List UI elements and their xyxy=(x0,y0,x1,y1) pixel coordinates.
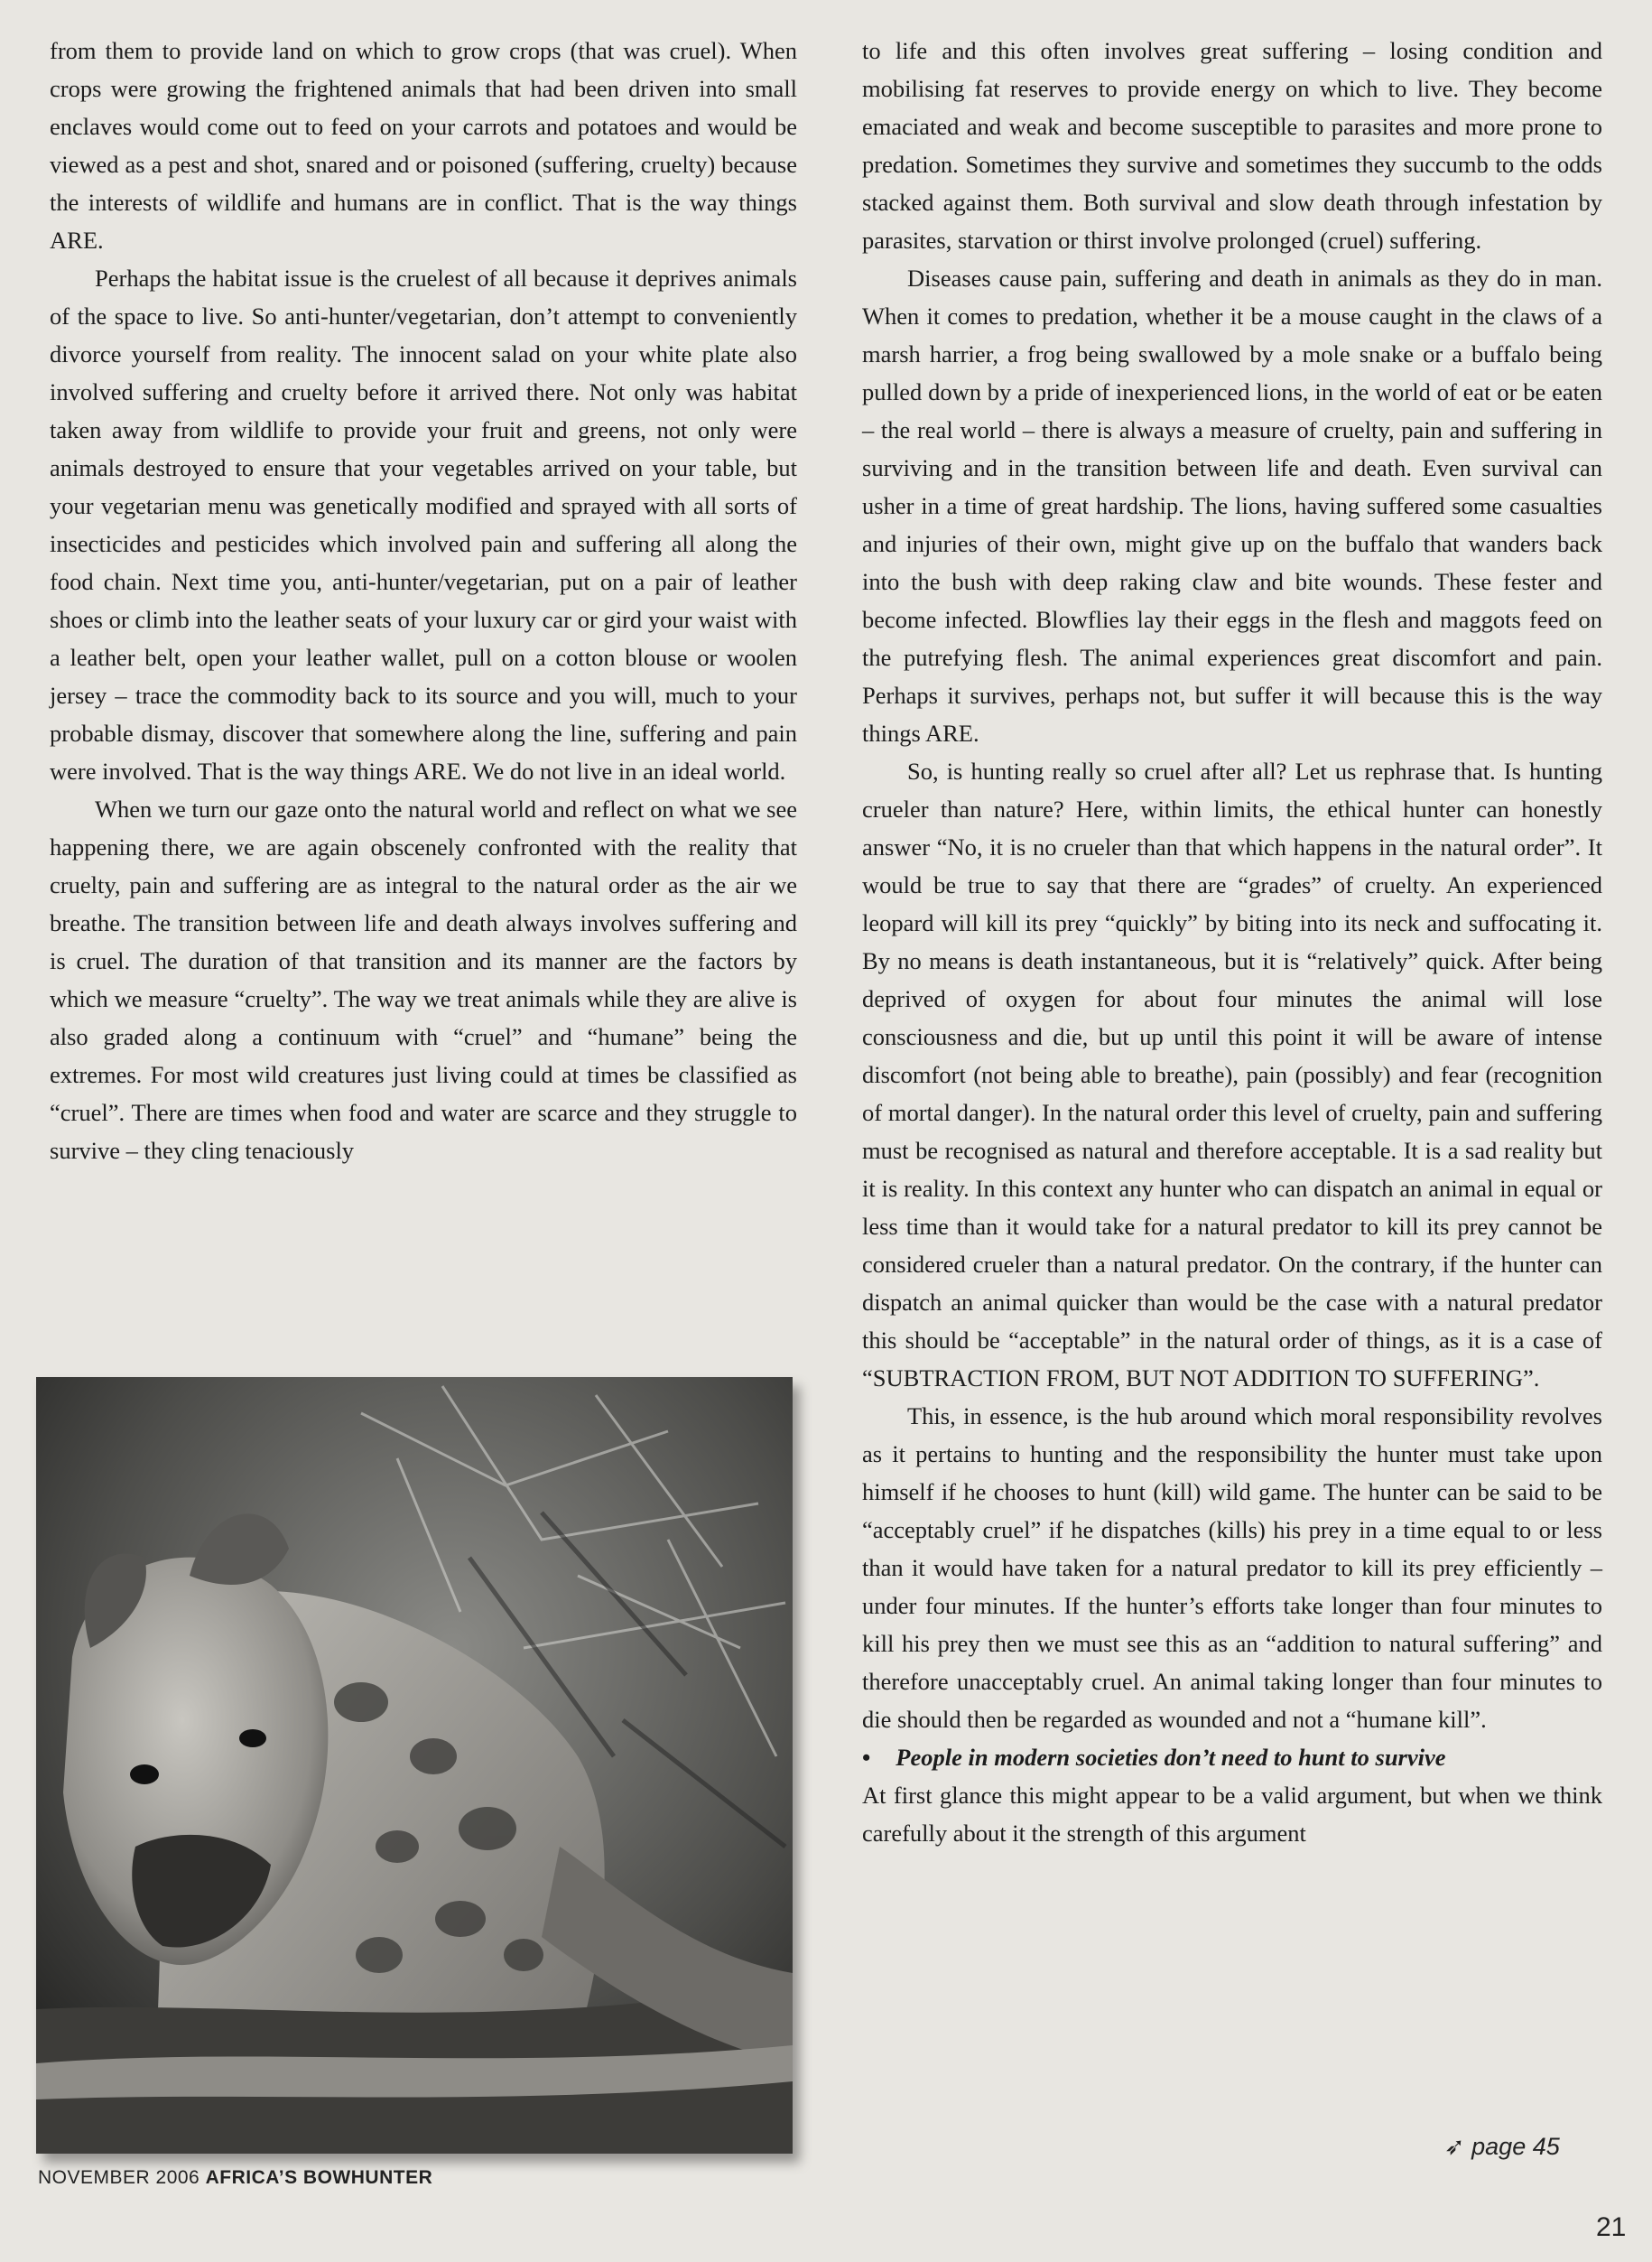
paragraph: to life and this often involves great suffering – losing condition and mobilising fat reserves to provide energy on which to live. They become emaciated and weak and become susceptible to parasites and more prone to predation. Sometimes they survive and sometimes they succumb to the odds stacked against them. Both survival and slow death through infestation by parasites, starvation or thirst involve prolonged (cruel) suffering. xyxy=(862,37,1602,254)
footer xyxy=(38,2167,432,2189)
paragraph: Perhaps the habitat issue is the cruelest of all because it deprives animals of the space to live. So anti-hunter/vegetarian, don’t attempt to conveniently divorce yourself from reality. The innocent salad on your white plate also involved suffering and cruelty before it arrived there. Not only was habitat taken away from wildlife to provide your fruit and greens, not only were animals destroyed to ensure that your vegetables arrived on your table, but your vegetarian menu was genetically modified and sprayed with all sorts of insecticides and pesticides which involved pain and suffering all along the food chain. Next time you, anti-hunter/vegetarian, put on a pair of leather shoes or climb into the leather seats of your luxury car or gird your waist with a leather belt, open your leather wallet, pull on a cotton blouse or woolen jersey – trace the commodity back to its source and you will, much to your probable dismay, discover that somewhere along the line, suffering and pain were involved. That is the way things ARE. We do not live in an ideal world. xyxy=(50,265,797,785)
right-text-column xyxy=(862,32,1602,1852)
arrow-icon: ➶ xyxy=(1444,2133,1465,2160)
hyena-eye-right xyxy=(239,1729,266,1747)
continued-on-label xyxy=(1444,2133,1560,2161)
magazine-name: AFRICA’S BOWHUNTER xyxy=(205,2167,433,2188)
bullet-icon: • xyxy=(862,1744,871,1771)
paragraph: When we turn our gaze onto the natural world and reflect on what we see happening there, we are again obscenely confronted with the reality that cruelty, pain and suffering are as integral to the natural order as the air we breathe. The transition between life and death always involves suffering and is cruel. The duration of that transition and its manner are the factors by which we measure “cruelty”. The way we treat animals while they are alive is also graded along a continuum with “cruel” and “humane” being the extremes. For most wild creatures just living could at times be classified as “cruel”. There are times when food and water are scarce and they struggle to survive – they cling tenaciously xyxy=(50,796,797,1164)
continued-page: page 45 xyxy=(1471,2133,1560,2160)
hyena-photo xyxy=(36,1377,793,2154)
bullet-heading-text: People in modern societies don’t need to hunt to survive xyxy=(896,1744,1446,1771)
left-text-column xyxy=(50,32,797,1169)
paragraph: Diseases cause pain, suffering and death in animals as they do in man. When it comes to predation, whether it be a mouse caught in the claws of a marsh harrier, a frog being swallowed by a mole snake or a buffalo being pulled down by a pride of inexperienced lions, in the world of eat or be eaten – the real world – there is always a measure of cruelty, pain and suffering in surviving and in the transition between life and death. Even survival can usher in a time of great hardship. The lions, having suffered some casualties and injuries of their own, might give up on the buffalo that wanders back into the bush with deep raking claw and bite wounds. These fester and become infected. Blowflies lay their eggs in the flesh and maggots feed on the putrefying flesh. The animal experiences great discomfort and pain. Perhaps it survives, perhaps not, but suffer it will because this is the way things ARE. xyxy=(862,265,1602,747)
issue-date: NOVEMBER 2006 xyxy=(38,2167,200,2188)
hyena-eye-left xyxy=(130,1764,159,1784)
bullet-heading xyxy=(862,1738,1602,1776)
paragraph: from them to provide land on which to grow crops (that was cruel). When crops were growing the frightened animals that had been driven into small enclaves would come out to feed on your carrots and potatoes and would be viewed as a pest and shot, snared and or poisoned (suffering, cruelty) because the interests of wildlife and humans are in conflict. That is the way things ARE. xyxy=(50,37,797,254)
paragraph: So, is hunting really so cruel after all? Let us rephrase that. Is hunting crueler than nature? Here, within limits, the ethical hunter can honestly answer “No, it is no crueler than that which happens in the natural order”. It would be true to say that there are “grades” of cruelty. An experienced leopard will kill its prey “quickly” by biting into its neck and suffocating it. By no means is death instantaneous, but it is “relatively” quick. After being deprived of oxygen for about four minutes the animal will lose consciousness and die, but up until this point it will be aware of intense discomfort (not being able to breathe), pain (possibly) and fear (recognition of mortal danger). In the natural order this level of cruelty, pain and suffering must be recognised as natural and therefore acceptable. It is a sad reality but it is reality. In this context any hunter who can dispatch an animal in equal or less time than it would take for a natural predator to kill its prey cannot be considered crueler than a natural predator. On the contrary, if the hunter can dispatch an animal quicker than would be the case with a natural predator this should be “acceptable” in the natural order of things, as it is a case of “SUBTRACTION FROM, BUT NOT ADDITION TO SUFFERING”. xyxy=(862,758,1602,1392)
paragraph: At first glance this might appear to be a valid argument, but when we think carefully about it the strength of this argument xyxy=(862,1782,1602,1847)
paragraph: This, in essence, is the hub around which moral responsibility revolves as it pertains to hunting and the responsibility the hunter must take upon himself if he chooses to hunt (kill) wild game. The hunter can be said to be “acceptably cruel” if he dispatches (kills) his prey in a time equal to or less than it would have taken for a natural predator to kill its prey efficiently – under four minutes. If the hunter’s efforts take longer than four minutes to kill his prey then we must see this as an “addition to natural suffering” and therefore unacceptably cruel. An animal taking longer than four minutes to die should then be regarded as wounded and not a “humane kill”. xyxy=(862,1402,1602,1733)
page-number: 21 xyxy=(1596,2212,1627,2242)
